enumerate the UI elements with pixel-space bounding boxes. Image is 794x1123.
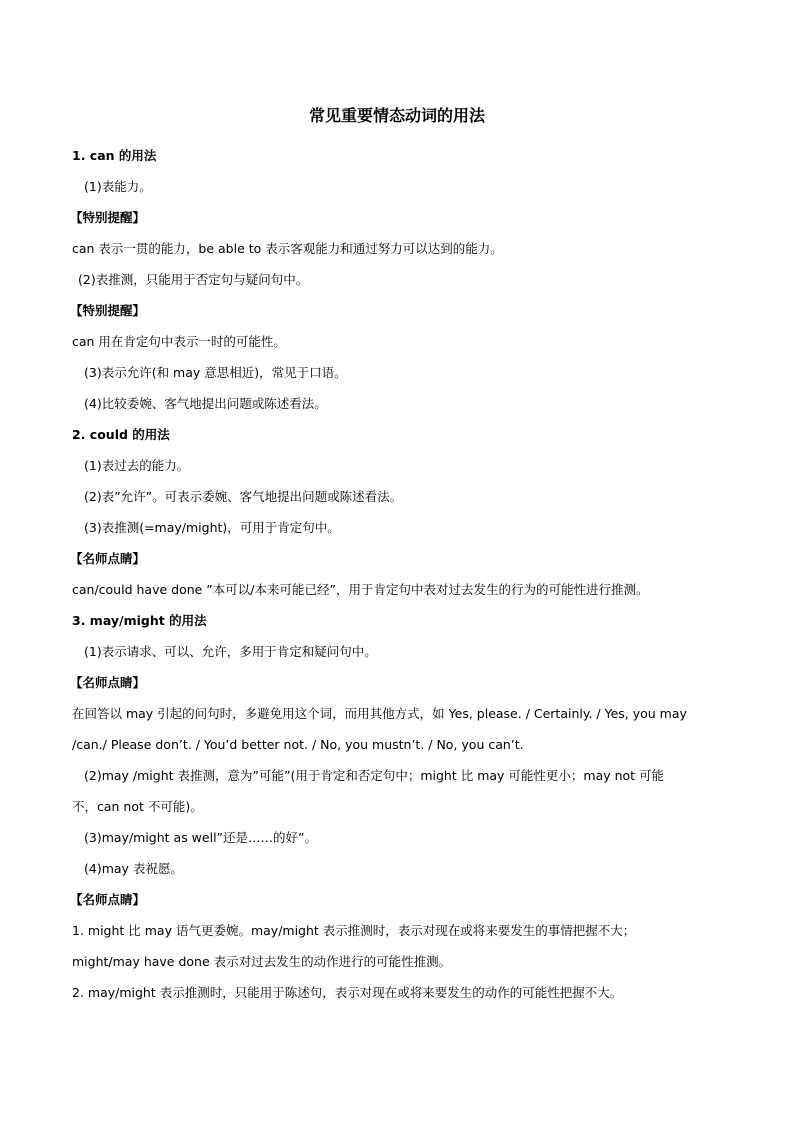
paragraph-line: 不，can not 不可能)。 (72, 799, 203, 814)
paragraph-line: /can./ Please don’t. / You’d better not. / No, you mustn’t. / No, you can’t. (72, 737, 524, 752)
list-item: (3)may/might as well”还是……的好”。 (84, 830, 317, 845)
note-label: 【特别提醒】 (70, 303, 146, 318)
paragraph-line: can/could have done ”本可以/本来可能已经”，用于肯定句中表对过去发生的行为的可能性进行推测。 (72, 582, 649, 597)
note-label: 【特别提醒】 (70, 210, 146, 225)
section-heading: 1. can 的用法 (72, 148, 157, 163)
section-heading: 2. could 的用法 (72, 427, 170, 442)
list-item: (1)表示请求、可以、允许，多用于肯定和疑问句中。 (84, 644, 377, 659)
document-body (72, 140, 710, 1008)
list-item: (4)比较委婉、客气地提出问题或陈述看法。 (84, 396, 327, 411)
paragraph-line: can 用在肯定句中表示一时的可能性。 (72, 334, 286, 349)
section-heading: 3. may/might 的用法 (72, 613, 207, 628)
list-item: (3)表推测(=may/might)，可用于肯定句中。 (84, 520, 340, 535)
list-item: (3)表示允许(和 may 意思相近)，常见于口语。 (84, 365, 347, 380)
list-item: (2)表推测，只能用于否定句与疑问句中。 (78, 272, 309, 287)
paragraph-line: can 表示一贯的能力，be able to 表示客观能力和通过努力可以达到的能力。 (72, 241, 503, 256)
paragraph-line: might/may have done 表示对过去发生的动作进行的可能性推测。 (72, 954, 452, 969)
paragraph-line: 在回答以 may 引起的问句时，多避免用这个词，而用其他方式，如 Yes, please. / Certainly. / Yes, you may (72, 706, 687, 721)
list-item: (2)表”允许”。可表示委婉、客气地提出问题或陈述看法。 (84, 489, 403, 504)
list-item: (1)表过去的能力。 (84, 458, 190, 473)
page-title: 常见重要情态动词的用法 (308, 106, 485, 125)
list-item: (2)may /might 表推测，意为”可能”(用于肯定和否定句中；might 比 may 可能性更小；may not 可能 (84, 768, 665, 783)
paragraph-line: 2. may/might 表示推测时，只能用于陈述句，表示对现在或将来要发生的动作的可能性把握不大。 (72, 985, 623, 1000)
list-item: (1)表能力。 (84, 179, 152, 194)
note-label: 【名师点睛】 (70, 892, 146, 907)
list-item: (4)may 表祝愿。 (84, 861, 183, 876)
note-label: 【名师点睛】 (70, 675, 146, 690)
note-label: 【名师点睛】 (70, 551, 146, 566)
paragraph-line: 1. might 比 may 语气更委婉。may/might 表示推测时，表示对现在或将来要发生的事情把握不大； (72, 923, 636, 938)
